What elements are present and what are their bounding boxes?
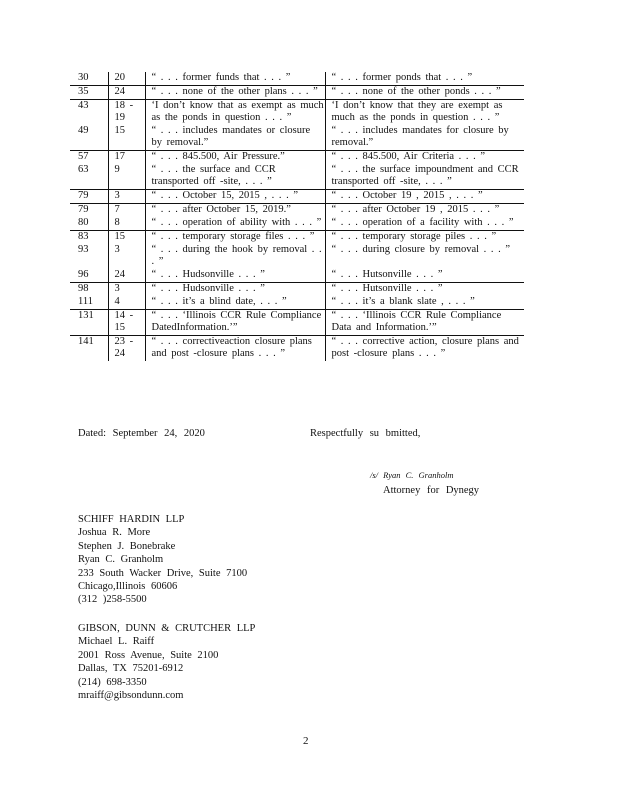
original-cell: “ . . . the surface and CCR transported off -site, . . . ”	[145, 164, 325, 190]
corrected-cell: ‘I don’t know that they are exempt as much as the ponds in question . . . ”	[325, 100, 524, 126]
corrected-cell: “ . . . October 19 , 2015 , . . . ”	[325, 190, 524, 204]
original-cell: “ . . . it’s a blind date, . . . ”	[145, 296, 325, 310]
line-cell: 9	[108, 164, 145, 190]
page-cell: 111	[78, 296, 93, 307]
page-cell: 35	[70, 86, 108, 100]
corrected-cell: “ . . . Hutsonville . . . ”	[325, 269, 524, 283]
respectfully-submitted: Respectfully su bmitted,	[310, 428, 421, 439]
page-cell: 43	[70, 100, 108, 126]
original-cell: “ . . . former funds that . . . ”	[145, 72, 325, 86]
line-cell: 3	[108, 244, 145, 269]
line-cell: 20	[108, 72, 145, 86]
table-row	[70, 310, 524, 336]
table-row	[70, 72, 524, 86]
corrected-cell: “ . . . after October 19 , 2015 . . . ”	[325, 204, 524, 218]
original-cell: “ . . . Hudsonville . . . ”	[145, 269, 325, 283]
firm-line: 233 South Wacker Drive, Suite 7100	[78, 567, 248, 579]
original-cell: ‘I don’t know that as exempt as much as the ponds in question . . . ”	[145, 100, 325, 126]
corrected-cell: “ . . . during closure by removal . . . ”	[325, 244, 524, 269]
table-row	[70, 151, 524, 165]
firm-line: Joshua R. More	[78, 527, 151, 539]
original-cell: “ . . . correctiveaction closure plans and post -closure plans . . . ”	[145, 336, 325, 362]
table-row	[70, 204, 524, 218]
table-row	[70, 231, 524, 245]
original-cell: “ . . . includes mandates or closure by removal.”	[145, 125, 325, 151]
firm-line: (214) 698-3350	[78, 676, 147, 688]
firm-email: mraiff@gibsondunn.com	[78, 690, 184, 702]
original-cell: “ . . . ‘Illinois CCR Rule Compliance DatedInformation.’”	[145, 310, 325, 336]
line-cell: 18 - 19	[108, 100, 145, 126]
attorney-title: Attorney for Dynegy	[383, 485, 480, 496]
line-cell: 3	[108, 283, 145, 297]
original-cell: “ . . . after October 15, 2019.”	[145, 204, 325, 218]
line-cell: 23 - 24	[108, 336, 145, 362]
original-cell: “ . . . during the hook by removal . . . ”	[145, 244, 325, 269]
original-cell: “ . . . October 15, 2015 , . . . ”	[145, 190, 325, 204]
corrected-cell: “ . . . none of the other ponds . . . ”	[325, 86, 524, 100]
corrected-cell: “ . . . the surface impoundment and CCR transported off -site, . . . ”	[325, 164, 524, 190]
firm-name: SCHIFF HARDIN LLP	[78, 514, 185, 525]
firm-block-schiff-hardin	[78, 513, 247, 607]
original-cell: “ . . . Hudsonville . . . ”	[145, 283, 325, 297]
table-row	[70, 269, 524, 283]
table-row	[70, 164, 524, 190]
line-cell: 7	[108, 204, 145, 218]
corrected-cell: “ . . . 845.500, Air Criteria . . . ”	[325, 151, 524, 165]
line-cell: 24	[108, 269, 145, 283]
table-row	[70, 336, 524, 362]
corrected-cell: “ . . . former ponds that . . . ”	[325, 72, 524, 86]
firm-name: GIBSON, DUNN & CRUTCHER LLP	[78, 623, 256, 634]
firm-block-gibson-dunn	[78, 622, 255, 702]
page-cell: 93	[78, 244, 89, 255]
firm-line: 2001 Ross Avenue, Suite 2100	[78, 649, 219, 661]
line-cell: 15	[108, 231, 145, 245]
line-cell: 17	[108, 151, 145, 165]
firm-line: Stephen J. Bonebrake	[78, 540, 176, 552]
firm-line: (312 )258-5500	[78, 594, 147, 606]
firm-line: Chicago,Illinois 60606	[78, 581, 178, 593]
line-cell: 15	[108, 125, 145, 151]
page-cell: 63	[78, 164, 89, 175]
corrected-cell: “ . . . Hutsonville . . . ”	[325, 283, 524, 297]
page-cell: 49	[78, 125, 89, 136]
signature: /s/ Ryan C. Granholm	[370, 470, 454, 480]
table-row	[70, 190, 524, 204]
line-cell: 8	[108, 217, 145, 231]
firm-line: Michael L. Raiff	[78, 636, 155, 648]
corrected-cell: “ . . . corrective action, closure plans and post -closure plans . . . ”	[325, 336, 524, 362]
corrected-cell: “ . . . operation of a facility with . . . ”	[325, 217, 524, 231]
line-cell: 24	[108, 86, 145, 100]
firm-line: Dallas, TX 75201-6912	[78, 663, 184, 675]
original-cell: “ . . . 845.500, Air Pressure.”	[145, 151, 325, 165]
table-row	[70, 217, 524, 231]
corrected-cell: “ . . . ‘Illinois CCR Rule Compliance Data and Information.’”	[325, 310, 524, 336]
firm-line: Ryan C. Granholm	[78, 554, 164, 566]
page-cell: 30	[78, 72, 89, 83]
corrected-cell: “ . . . it’s a blank slate , . . . ”	[325, 296, 524, 310]
table-row	[70, 125, 524, 151]
original-cell: “ . . . operation of ability with . . . ”	[145, 217, 325, 231]
table-row	[70, 100, 524, 126]
table-row	[70, 296, 524, 310]
page-cell: 79	[70, 190, 108, 204]
page-cell: 83	[70, 231, 108, 245]
corrected-cell: “ . . . includes mandates for closure by removal.”	[325, 125, 524, 151]
page-cell: 96	[78, 269, 89, 280]
table-row	[70, 283, 524, 297]
table-row	[70, 86, 524, 100]
corrected-cell: “ . . . temporary storage piles . . . ”	[325, 231, 524, 245]
page-cell: 141	[70, 336, 108, 362]
page-cell: 98	[70, 283, 108, 297]
original-cell: “ . . . none of the other plans . . . ”	[145, 86, 325, 100]
line-cell: 14 - 15	[108, 310, 145, 336]
page-cell: 80	[78, 217, 89, 228]
dated-line: Dated: September 24, 2020	[78, 428, 205, 439]
page-cell: 79	[70, 204, 108, 218]
line-cell: 3	[108, 190, 145, 204]
page-cell: 131	[70, 310, 108, 336]
page-number: 2	[303, 735, 309, 747]
page-cell: 57	[70, 151, 108, 165]
line-cell: 4	[108, 296, 145, 310]
original-cell: “ . . . temporary storage files . . . ”	[145, 231, 325, 245]
table-row	[70, 244, 524, 269]
errata-table	[70, 72, 524, 361]
